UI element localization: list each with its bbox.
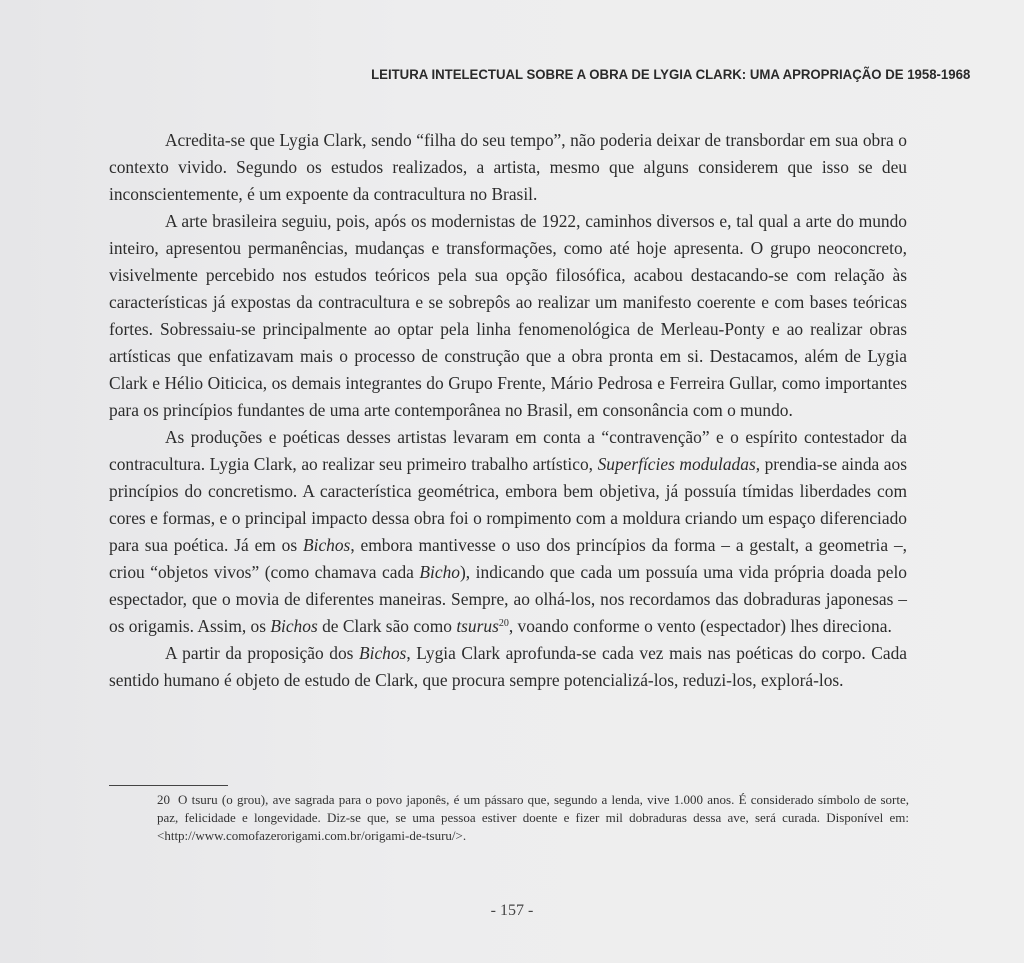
body-text [109, 127, 907, 694]
italic-term-bicho: Bicho [419, 562, 460, 582]
footnote-divider [109, 785, 228, 786]
italic-term-bichos: Bichos [358, 643, 407, 663]
paragraph-3-text: ), indicando que cada um possuía uma vida própria doada pelo espectador, que o movia de diferentes maneiras. Sempre, ao olhá-los, nos recordamos das dobraduras japonesas – os origamis. Assim, os [109, 562, 908, 636]
paragraph-3-text: , prendia-se ainda aos princípios do concretismo. A característica geométrica, embora bem objetiva, já possuía tímidas liberdades com cores e formas, e o principal impacto dessa obra foi o rompimento com a moldura criando um espaço diferenciado para sua poética. Já em os [109, 454, 907, 555]
footnote [157, 791, 909, 845]
italic-term-tsurus: tsurus [456, 616, 499, 636]
footnote-reference[interactable]: 20 [498, 618, 509, 629]
italic-term-bichos: Bichos [270, 616, 318, 636]
italic-term-bichos: Bichos [302, 535, 351, 555]
paragraph-4-text: A partir da proposição dos [165, 643, 359, 663]
paragraph-4 [109, 640, 907, 694]
paragraph-1: Acredita-se que Lygia Clark, sendo “filha do seu tempo”, não poderia deixar de transbordar em sua obra o contexto vivido. Segundo os estudos realizados, a artista, mesmo que alguns considerem que isso se deu inconscientemente, é um expoente da contracultura no Brasil. [109, 130, 907, 204]
paragraph-2: A arte brasileira seguiu, pois, após os modernistas de 1922, caminhos diversos e, tal qual a arte do mundo inteiro, apresentou permanências, mudanças e transformações, como até hoje apresenta. O grupo neoconcreto, visivelmente percebido nos estudos teóricos pela sua opção filosófica, acabou destacando-se com relação às características já expostas da contracultura e se sobrepôs ao realizar um manifesto coerente e com bases teóricas fortes. Sobressaiu-se principalmente ao optar pela linha fenomenológica de Merleau-Ponty e ao realizar obras artísticas que enfatizavam mais o processo de construção que a obra pronta em si. Destacamos, além de Lygia Clark e Hélio Oiticica, os demais integrantes do Grupo Frente, Mário Pedrosa e Ferreira Gullar, como importantes para os princípios fundantes de uma arte contemporânea no Brasil, em consonância com o mundo. [109, 211, 907, 420]
footnote-text: O tsuru (o grou), ave sagrada para o povo japonês, é um pássaro que, segundo a lenda, vive 1.000 anos. É considerado símbolo de sorte, paz, felicidade e longevidade. Diz-se que, se uma pessoa estiver doente e fizer mil dobraduras dessa ave, será curada. Disponível em: <http://www.comofazerorigami.com.br/origami-de-tsuru/>. [157, 792, 909, 843]
running-head: LEITURA INTELECTUAL SOBRE A OBRA DE LYGIA CLARK: UMA APROPRIAÇÃO DE 1958-1968 [370, 67, 970, 83]
paragraph-3-text: de Clark são como [317, 616, 457, 636]
paragraph-4-text: , Lygia Clark aprofunda-se cada vez mais nas poéticas do corpo. Cada sentido humano é objeto de estudo de Clark, que procura sempre potencializá-los, reduzi-los, explorá-los. [109, 643, 907, 690]
paragraph-3 [109, 424, 907, 640]
paragraph-3-text: , voando conforme o vento (espectador) lhes direciona. [508, 616, 892, 636]
paragraph-3-text: , embora mantivesse o uso dos princípios da forma – a gestalt, a geometria –, criou “objetos vivos” (como chamava cada [109, 535, 907, 582]
italic-title-superficies: Superfícies moduladas [597, 454, 756, 474]
footnote-number: 20 [157, 792, 170, 807]
page-number: - 157 - [490, 902, 534, 919]
paragraph-3-text: As produções e poéticas desses artistas levaram em conta a “contravenção” e o espírito contestador da contracultura. Lygia Clark, ao realizar seu primeiro trabalho artístico, [109, 427, 907, 474]
